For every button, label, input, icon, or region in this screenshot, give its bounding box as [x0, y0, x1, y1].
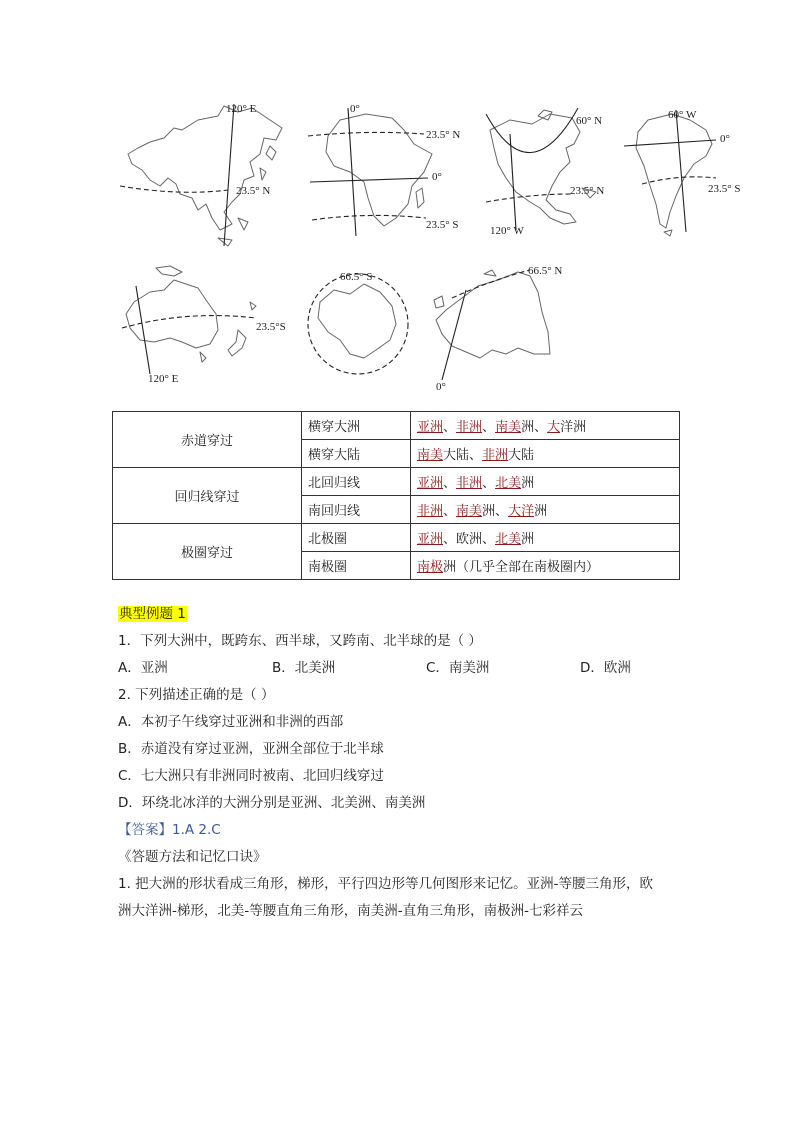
example-heading-text: 典型例题 1	[119, 606, 186, 622]
value-text: 洲、	[482, 504, 509, 519]
underlined-term: 非洲	[417, 504, 444, 519]
q1-option-b: B．北美洲	[272, 660, 336, 676]
antarctica-circle-label: 66.5° S	[340, 271, 373, 283]
value-text: 大陆、	[443, 448, 483, 463]
summary-table	[112, 411, 680, 580]
south-america-meridian-60w	[676, 110, 686, 232]
africa-map	[308, 100, 478, 240]
table-value-cell	[411, 468, 680, 496]
africa-tropic-s-label: 23.5° S	[426, 219, 459, 231]
q1-option-a: A．亚洲	[118, 660, 168, 676]
q1-option-d: D．欧洲	[580, 660, 631, 676]
table-category-cell: 赤道穿过	[113, 412, 302, 468]
q2-option-c: C．七大洲只有非洲同时被南、北回归线穿过	[118, 768, 384, 784]
north-america-outline	[490, 114, 580, 224]
asia-tropic-of-cancer	[120, 186, 228, 192]
oceania-meridian-label: 120° E	[148, 373, 179, 385]
underlined-term: 亚洲	[417, 420, 444, 435]
value-text: 大陆	[508, 448, 535, 463]
europe-arctic-circle	[452, 270, 530, 298]
value-text: 、欧洲、	[443, 532, 496, 547]
value-text: 、	[443, 476, 457, 491]
q2-option-b: B．赤道没有穿过亚洲，亚洲全部位于北半球	[118, 741, 384, 757]
table-row	[113, 412, 680, 440]
value-text: 洲	[521, 532, 535, 547]
underlined-term: 大洋	[508, 504, 535, 519]
underlined-term: 亚洲	[417, 476, 444, 491]
table-value-cell	[411, 440, 680, 468]
table-row	[113, 468, 680, 496]
table-row	[113, 524, 680, 552]
asia-outline	[128, 106, 282, 230]
oceania-map	[116, 262, 306, 392]
underlined-term: 非洲	[482, 448, 509, 463]
example-section	[118, 601, 698, 925]
africa-equator-label: 0°	[432, 171, 442, 183]
asia-parallel-label: 23.5° N	[236, 185, 271, 197]
question-1-options	[118, 655, 698, 682]
table-value-cell	[411, 552, 680, 580]
value-text: 、	[443, 504, 457, 519]
africa-tropic-n-label: 23.5° N	[426, 129, 461, 141]
south-america-tropic-of-capricorn	[642, 177, 716, 184]
value-text: 洲	[534, 504, 548, 519]
underlined-term: 非洲	[456, 476, 483, 491]
table-subcategory-cell: 南回归线	[302, 496, 411, 524]
north-america-map	[480, 108, 630, 243]
underlined-term: 大	[547, 420, 561, 435]
underlined-term: 北美	[495, 476, 522, 491]
value-text: 、	[482, 420, 496, 435]
underlined-term: 南极	[417, 560, 444, 575]
oceania-meridian-120e	[136, 286, 150, 374]
south-america-equator-label: 0°	[720, 133, 730, 145]
question-2: 2. 下列描述正确的是（ ）	[118, 687, 275, 703]
q2-option-a: A．本初子午线穿过亚洲和非洲的西部	[118, 714, 344, 730]
table-subcategory-cell: 南极圈	[302, 552, 411, 580]
south-america-map	[620, 100, 750, 240]
oceania-tropic-label: 23.5°S	[256, 321, 286, 333]
value-text: 、	[443, 420, 457, 435]
table-value-cell	[411, 524, 680, 552]
question-1: 1．下列大洲中，既跨东、西半球，又跨南、北半球的是（ ）	[118, 633, 482, 649]
answer-value: 1.A 2.C	[172, 822, 221, 838]
africa-tropic-of-capricorn	[312, 215, 426, 220]
method-title: 《答题方法和记忆口诀》	[118, 849, 267, 865]
underlined-term: 非洲	[456, 420, 483, 435]
south-america-meridian-label: 60° W	[668, 109, 697, 121]
answer-line	[118, 817, 698, 844]
africa-meridian-label: 0°	[350, 103, 360, 115]
asia-meridian-120e	[224, 104, 234, 246]
oceania-outline	[126, 280, 218, 348]
q1-option-c: C．南美洲	[426, 660, 490, 676]
antarctica-map	[306, 262, 416, 377]
value-text: 洲、	[521, 420, 548, 435]
north-america-circle-label: 60° N	[576, 115, 603, 127]
europe-meridian-label: 0°	[436, 381, 446, 393]
underlined-term: 南美	[456, 504, 483, 519]
africa-outline	[326, 114, 432, 226]
table-subcategory-cell: 北极圈	[302, 524, 411, 552]
europe-circle-label: 66.5° N	[528, 265, 563, 277]
example-heading	[118, 601, 698, 628]
underlined-term: 南美	[417, 448, 444, 463]
table-subcategory-cell: 横穿大陆	[302, 440, 411, 468]
europe-map	[422, 262, 572, 392]
asia-map	[120, 98, 300, 248]
underlined-term: 亚洲	[417, 532, 444, 547]
value-text: 洋洲	[560, 420, 587, 435]
answer-tag: 【答案】	[118, 822, 172, 838]
africa-equator	[310, 178, 428, 182]
method-line-1: 1. 把大洲的形状看成三角形，梯形，平行四边形等几何图形来记忆。亚洲-等腰三角形，欧	[118, 876, 654, 892]
south-america-equator	[624, 140, 716, 146]
table-value-cell	[411, 412, 680, 440]
table-subcategory-cell: 横穿大洲	[302, 412, 411, 440]
north-america-tropic-label: 23.5° N	[570, 185, 605, 197]
table-category-cell: 回归线穿过	[113, 468, 302, 524]
value-text: 、	[482, 476, 496, 491]
table-category-cell: 极圈穿过	[113, 524, 302, 580]
south-america-outline	[636, 114, 712, 228]
q2-option-d: D．环绕北冰洋的大洲分别是亚洲、北美洲、南美洲	[118, 795, 426, 811]
antarctica-antarctic-circle	[308, 274, 408, 374]
asia-meridian-label: 120° E	[226, 103, 257, 115]
table-value-cell	[411, 496, 680, 524]
value-text: 洲（几乎全部在南极圈内）	[443, 560, 600, 575]
table-subcategory-cell: 北回归线	[302, 468, 411, 496]
method-line-2: 洲大洋洲-梯形，北美-等腰直角三角形，南美洲-直角三角形，南极洲-七彩祥云	[118, 903, 583, 919]
value-text: 洲	[521, 476, 535, 491]
antarctica-outline	[318, 284, 396, 358]
underlined-term: 南美	[495, 420, 522, 435]
south-america-tropic-label: 23.5° S	[708, 183, 741, 195]
europe-outline	[436, 272, 550, 358]
north-america-arctic-circle	[486, 108, 578, 153]
north-america-meridian-label: 120° W	[490, 225, 524, 237]
underlined-term: 北美	[495, 532, 522, 547]
